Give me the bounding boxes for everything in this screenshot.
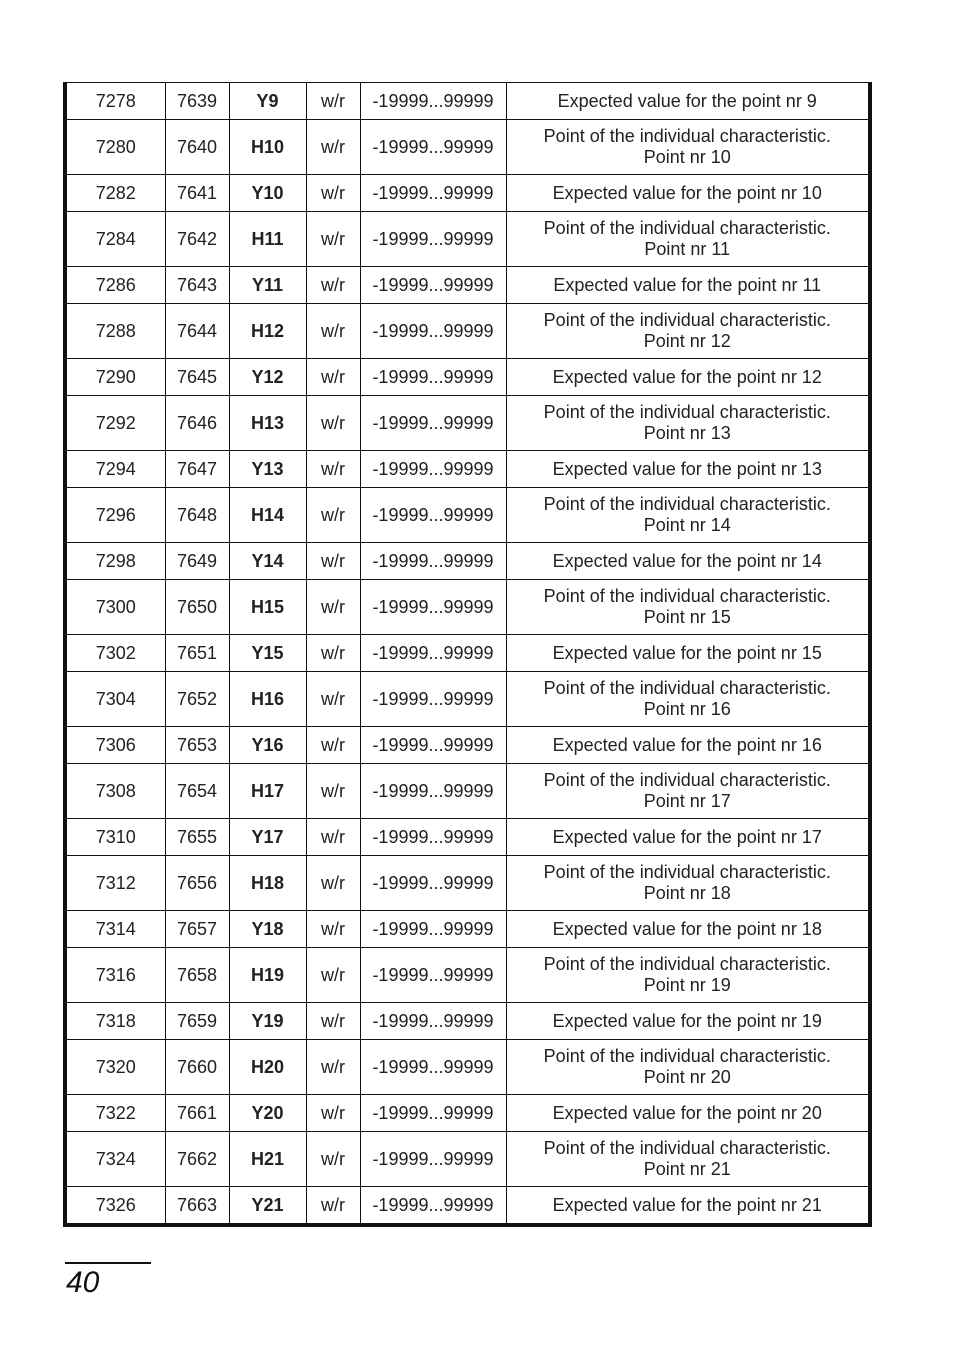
register-address-1: 7280 xyxy=(67,120,165,175)
description-line-2: Point nr 21 xyxy=(643,1159,731,1179)
register-address-1: 7302 xyxy=(67,635,165,672)
table-row xyxy=(67,543,868,580)
register-address-1: 7294 xyxy=(67,451,165,488)
table-row xyxy=(67,1095,868,1132)
access-mode: w/r xyxy=(306,451,360,488)
table-row xyxy=(67,1040,868,1095)
parameter-name: Y9 xyxy=(229,83,306,120)
table-row xyxy=(67,83,868,120)
description xyxy=(506,911,868,948)
table-body xyxy=(67,83,868,1223)
value-range: -19999...99999 xyxy=(360,1187,506,1224)
value-range: -19999...99999 xyxy=(360,911,506,948)
access-mode: w/r xyxy=(306,1095,360,1132)
parameter-name: Y18 xyxy=(229,911,306,948)
description xyxy=(506,543,868,580)
value-range: -19999...99999 xyxy=(360,948,506,1003)
access-mode: w/r xyxy=(306,580,360,635)
register-address-2: 7661 xyxy=(165,1095,229,1132)
description-line-1: Point of the individual characteristic. xyxy=(543,402,831,422)
description-line-2: Point nr 18 xyxy=(643,883,731,903)
register-address-2: 7649 xyxy=(165,543,229,580)
description-line-2: Point nr 15 xyxy=(643,607,731,627)
table-row xyxy=(67,856,868,911)
description xyxy=(506,175,868,212)
register-address-2: 7644 xyxy=(165,304,229,359)
register-address-2: 7647 xyxy=(165,451,229,488)
parameter-name: H15 xyxy=(229,580,306,635)
description xyxy=(506,359,868,396)
description-line-1: Point of the individual characteristic. xyxy=(543,770,831,790)
parameter-name: Y15 xyxy=(229,635,306,672)
description xyxy=(506,819,868,856)
value-range: -19999...99999 xyxy=(360,672,506,727)
register-address-2: 7650 xyxy=(165,580,229,635)
description-line-1: Expected value for the point nr 13 xyxy=(552,458,822,479)
access-mode: w/r xyxy=(306,488,360,543)
register-address-1: 7304 xyxy=(67,672,165,727)
register-address-2: 7639 xyxy=(165,83,229,120)
register-address-2: 7662 xyxy=(165,1132,229,1187)
table-row xyxy=(67,267,868,304)
description xyxy=(506,1003,868,1040)
description xyxy=(506,948,868,1003)
register-address-2: 7655 xyxy=(165,819,229,856)
access-mode: w/r xyxy=(306,856,360,911)
register-address-1: 7284 xyxy=(67,212,165,267)
register-table-grid xyxy=(67,83,868,1223)
description xyxy=(506,1187,868,1224)
description-line-2: Point nr 19 xyxy=(643,975,731,995)
register-address-2: 7648 xyxy=(165,488,229,543)
description xyxy=(506,1132,868,1187)
register-address-1: 7300 xyxy=(67,580,165,635)
register-address-1: 7292 xyxy=(67,396,165,451)
register-address-2: 7642 xyxy=(165,212,229,267)
description-line-2: Point nr 17 xyxy=(643,791,731,811)
table-row xyxy=(67,1003,868,1040)
access-mode: w/r xyxy=(306,819,360,856)
register-address-2: 7663 xyxy=(165,1187,229,1224)
description-line-1: Point of the individual characteristic. xyxy=(543,218,831,238)
table-row xyxy=(67,212,868,267)
parameter-name: Y12 xyxy=(229,359,306,396)
table-row xyxy=(67,451,868,488)
value-range: -19999...99999 xyxy=(360,359,506,396)
value-range: -19999...99999 xyxy=(360,451,506,488)
table-row xyxy=(67,488,868,543)
page-number-rule xyxy=(65,1262,151,1264)
access-mode: w/r xyxy=(306,948,360,1003)
value-range: -19999...99999 xyxy=(360,635,506,672)
description xyxy=(506,727,868,764)
register-address-2: 7658 xyxy=(165,948,229,1003)
parameter-name: H11 xyxy=(229,212,306,267)
table-row xyxy=(67,911,868,948)
description-line-1: Expected value for the point nr 16 xyxy=(552,734,822,755)
value-range: -19999...99999 xyxy=(360,580,506,635)
table-row xyxy=(67,396,868,451)
parameter-name: H12 xyxy=(229,304,306,359)
description-line-1: Expected value for the point nr 19 xyxy=(552,1010,822,1031)
value-range: -19999...99999 xyxy=(360,764,506,819)
parameter-name: H18 xyxy=(229,856,306,911)
parameter-name: H20 xyxy=(229,1040,306,1095)
register-address-2: 7659 xyxy=(165,1003,229,1040)
table-row xyxy=(67,175,868,212)
description-line-1: Expected value for the point nr 18 xyxy=(552,918,822,939)
description-line-1: Expected value for the point nr 10 xyxy=(552,182,822,203)
table-row xyxy=(67,727,868,764)
description-line-1: Point of the individual characteristic. xyxy=(543,954,831,974)
description xyxy=(506,856,868,911)
description-line-1: Point of the individual characteristic. xyxy=(543,678,831,698)
description xyxy=(506,212,868,267)
description-line-2: Point nr 13 xyxy=(643,423,731,443)
table-row xyxy=(67,819,868,856)
value-range: -19999...99999 xyxy=(360,396,506,451)
table-row xyxy=(67,1187,868,1224)
description-line-2: Point nr 16 xyxy=(643,699,731,719)
value-range: -19999...99999 xyxy=(360,1095,506,1132)
register-address-2: 7640 xyxy=(165,120,229,175)
description xyxy=(506,635,868,672)
description-line-1: Expected value for the point nr 17 xyxy=(552,826,822,847)
description xyxy=(506,120,868,175)
table-row xyxy=(67,764,868,819)
description-line-1: Point of the individual characteristic. xyxy=(543,494,831,514)
description-line-1: Point of the individual characteristic. xyxy=(543,862,831,882)
table-row xyxy=(67,1132,868,1187)
value-range: -19999...99999 xyxy=(360,1132,506,1187)
description xyxy=(506,267,868,304)
access-mode: w/r xyxy=(306,120,360,175)
register-address-1: 7312 xyxy=(67,856,165,911)
description xyxy=(506,672,868,727)
parameter-name: Y16 xyxy=(229,727,306,764)
parameter-name: H21 xyxy=(229,1132,306,1187)
register-address-1: 7296 xyxy=(67,488,165,543)
description-line-1: Expected value for the point nr 11 xyxy=(553,274,822,295)
parameter-name: H17 xyxy=(229,764,306,819)
description xyxy=(506,304,868,359)
description xyxy=(506,488,868,543)
register-address-1: 7290 xyxy=(67,359,165,396)
register-address-1: 7298 xyxy=(67,543,165,580)
access-mode: w/r xyxy=(306,727,360,764)
table-row xyxy=(67,359,868,396)
register-address-1: 7286 xyxy=(67,267,165,304)
register-address-1: 7320 xyxy=(67,1040,165,1095)
value-range: -19999...99999 xyxy=(360,856,506,911)
parameter-name: Y14 xyxy=(229,543,306,580)
register-address-1: 7326 xyxy=(67,1187,165,1224)
table-row xyxy=(67,120,868,175)
parameter-name: Y10 xyxy=(229,175,306,212)
access-mode: w/r xyxy=(306,1040,360,1095)
register-address-1: 7308 xyxy=(67,764,165,819)
description-line-1: Expected value for the point nr 21 xyxy=(552,1194,822,1215)
value-range: -19999...99999 xyxy=(360,83,506,120)
description xyxy=(506,1095,868,1132)
table-row xyxy=(67,304,868,359)
value-range: -19999...99999 xyxy=(360,175,506,212)
description-line-2: Point nr 20 xyxy=(643,1067,731,1087)
description xyxy=(506,1040,868,1095)
description xyxy=(506,83,868,120)
access-mode: w/r xyxy=(306,1187,360,1224)
value-range: -19999...99999 xyxy=(360,488,506,543)
description-line-1: Expected value for the point nr 14 xyxy=(552,550,822,571)
table-row xyxy=(67,580,868,635)
parameter-name: H13 xyxy=(229,396,306,451)
value-range: -19999...99999 xyxy=(360,727,506,764)
description-line-1: Expected value for the point nr 20 xyxy=(552,1102,822,1123)
parameter-name: H16 xyxy=(229,672,306,727)
register-address-1: 7288 xyxy=(67,304,165,359)
table-row xyxy=(67,635,868,672)
table-row xyxy=(67,948,868,1003)
description-line-1: Point of the individual characteristic. xyxy=(543,1046,831,1066)
register-address-1: 7278 xyxy=(67,83,165,120)
description xyxy=(506,396,868,451)
register-address-1: 7306 xyxy=(67,727,165,764)
description-line-2: Point nr 10 xyxy=(643,147,731,167)
description-line-1: Point of the individual characteristic. xyxy=(543,126,831,146)
register-address-2: 7656 xyxy=(165,856,229,911)
description xyxy=(506,451,868,488)
value-range: -19999...99999 xyxy=(360,212,506,267)
access-mode: w/r xyxy=(306,359,360,396)
register-address-2: 7646 xyxy=(165,396,229,451)
description-line-1: Point of the individual characteristic. xyxy=(543,586,831,606)
access-mode: w/r xyxy=(306,83,360,120)
access-mode: w/r xyxy=(306,1132,360,1187)
description xyxy=(506,580,868,635)
description xyxy=(506,764,868,819)
access-mode: w/r xyxy=(306,267,360,304)
parameter-name: H10 xyxy=(229,120,306,175)
description-line-1: Point of the individual characteristic. xyxy=(543,1138,831,1158)
register-address-2: 7657 xyxy=(165,911,229,948)
value-range: -19999...99999 xyxy=(360,267,506,304)
register-address-1: 7316 xyxy=(67,948,165,1003)
register-address-1: 7310 xyxy=(67,819,165,856)
access-mode: w/r xyxy=(306,764,360,819)
register-address-1: 7324 xyxy=(67,1132,165,1187)
access-mode: w/r xyxy=(306,911,360,948)
register-address-1: 7282 xyxy=(67,175,165,212)
register-address-1: 7318 xyxy=(67,1003,165,1040)
parameter-name: Y17 xyxy=(229,819,306,856)
parameter-name: H19 xyxy=(229,948,306,1003)
description-line-1: Expected value for the point nr 9 xyxy=(557,90,817,111)
description-line-1: Expected value for the point nr 12 xyxy=(552,366,822,387)
register-address-2: 7654 xyxy=(165,764,229,819)
register-table xyxy=(63,82,872,1227)
description-line-1: Point of the individual characteristic. xyxy=(543,310,831,330)
access-mode: w/r xyxy=(306,212,360,267)
value-range: -19999...99999 xyxy=(360,819,506,856)
parameter-name: Y11 xyxy=(229,267,306,304)
description-line-2: Point nr 14 xyxy=(643,515,731,535)
access-mode: w/r xyxy=(306,543,360,580)
register-address-2: 7651 xyxy=(165,635,229,672)
table-row xyxy=(67,672,868,727)
register-address-2: 7645 xyxy=(165,359,229,396)
value-range: -19999...99999 xyxy=(360,120,506,175)
access-mode: w/r xyxy=(306,175,360,212)
parameter-name: Y20 xyxy=(229,1095,306,1132)
register-address-1: 7322 xyxy=(67,1095,165,1132)
access-mode: w/r xyxy=(306,1003,360,1040)
access-mode: w/r xyxy=(306,396,360,451)
register-address-2: 7643 xyxy=(165,267,229,304)
register-address-2: 7653 xyxy=(165,727,229,764)
value-range: -19999...99999 xyxy=(360,1003,506,1040)
parameter-name: H14 xyxy=(229,488,306,543)
value-range: -19999...99999 xyxy=(360,304,506,359)
description-line-2: Point nr 12 xyxy=(643,331,731,351)
parameter-name: Y19 xyxy=(229,1003,306,1040)
access-mode: w/r xyxy=(306,304,360,359)
register-address-1: 7314 xyxy=(67,911,165,948)
parameter-name: Y21 xyxy=(229,1187,306,1224)
page-number: 40 xyxy=(66,1266,100,1299)
description-line-2: Point nr 11 xyxy=(644,239,731,259)
register-address-2: 7641 xyxy=(165,175,229,212)
description-line-1: Expected value for the point nr 15 xyxy=(552,642,822,663)
access-mode: w/r xyxy=(306,672,360,727)
value-range: -19999...99999 xyxy=(360,1040,506,1095)
parameter-name: Y13 xyxy=(229,451,306,488)
access-mode: w/r xyxy=(306,635,360,672)
value-range: -19999...99999 xyxy=(360,543,506,580)
register-address-2: 7660 xyxy=(165,1040,229,1095)
register-address-2: 7652 xyxy=(165,672,229,727)
